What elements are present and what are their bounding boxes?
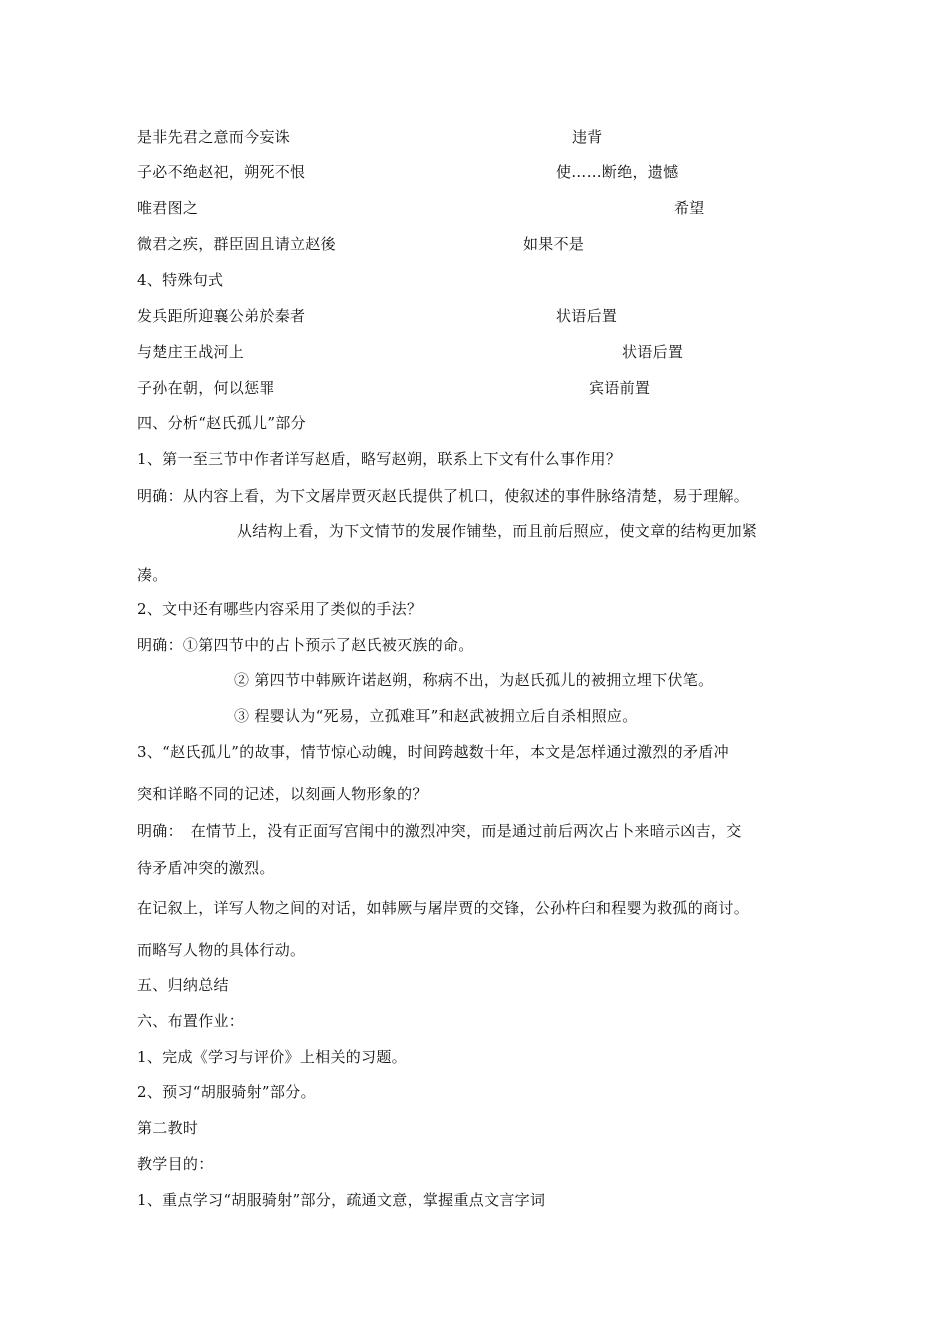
answer: 在记叙上，详写人物之间的对话，如韩厥与屠岸贾的交锋，公孙杵臼和程婴为救孤的商讨。: [137, 899, 750, 917]
answer: 明确：从内容上看，为下文屠岸贾灭赵氏提供了机口，使叙述的事件脉络清楚，易于理解。: [137, 487, 750, 505]
list-item: 1、完成《学习与评价》上相关的习题。: [137, 1048, 407, 1066]
section-heading: 第二教时: [137, 1119, 199, 1137]
sentence-type: 宾语前置: [589, 379, 651, 397]
vocab-phrase: 唯君图之: [137, 199, 199, 217]
section-heading: 六、布置作业：: [137, 1012, 245, 1030]
question: 1、第一至三节中作者详写赵盾，略写赵朔，联系上下文有什么事作用？: [137, 450, 622, 468]
answer: 而略写人物的具体行动。: [137, 941, 306, 959]
sentence-phrase: 子孙在朝，何以惩罪: [137, 379, 275, 397]
answer: 待矛盾冲突的激烈。: [137, 859, 275, 877]
answer: ② 第四节中韩厥许诺赵朔，称病不出，为赵氏孤儿的被拥立埋下伏笔。: [234, 671, 714, 689]
sentence-phrase: 与楚庄王战河上: [137, 343, 245, 361]
section-heading: 教学目的：: [137, 1155, 214, 1173]
question: 2、文中还有哪些内容采用了类似的手法？: [137, 600, 423, 618]
vocab-phrase: 是非先君之意而今妄诛: [137, 128, 291, 146]
vocab-meaning: 如果不是: [523, 235, 585, 253]
list-item: 2、预习“胡服骑射”部分。: [137, 1083, 316, 1101]
section-heading: 五、归纳总结: [137, 976, 229, 994]
vocab-phrase: 微君之疾，群臣固且请立赵後: [137, 235, 336, 253]
sentence-phrase: 发兵距所迎襄公弟於秦者: [137, 307, 306, 325]
section-heading: 四、分析“赵氏孤儿”部分: [137, 414, 306, 432]
question: 突和详略不同的记述，以刻画人物形象的？: [137, 785, 428, 803]
answer: ③ 程婴认为“死易，立孤难耳”和赵武被拥立后自杀相照应。: [234, 707, 638, 725]
section-heading: 4、特殊句式: [137, 271, 224, 289]
vocab-meaning: 违背: [572, 128, 603, 146]
answer: 明确： 在情节上，没有正面写宫闱中的激烈冲突，而是通过前后两次占卜来暗示凶吉，交: [137, 822, 742, 840]
answer: 凑。: [137, 566, 168, 584]
vocab-meaning: 希望: [674, 199, 705, 217]
answer: 明确：①第四节中的占卜预示了赵氏被灭族的命。: [137, 636, 474, 654]
answer: 从结构上看，为下文情节的发展作铺垫，而且前后照应，使文章的结构更加紧: [237, 522, 758, 540]
sentence-type: 状语后置: [622, 343, 684, 361]
sentence-type: 状语后置: [556, 307, 618, 325]
list-item: 1、重点学习“胡服骑射”部分，疏通文意，掌握重点文言字词: [137, 1191, 546, 1209]
vocab-meaning: 使……断绝，遗憾: [556, 163, 679, 181]
question: 3、“赵氏孤儿”的故事，情节惊心动魄，时间跨越数十年，本文是怎样通过激烈的矛盾冲: [137, 743, 729, 761]
vocab-phrase: 子必不绝赵祀，朔死不恨: [137, 163, 306, 181]
